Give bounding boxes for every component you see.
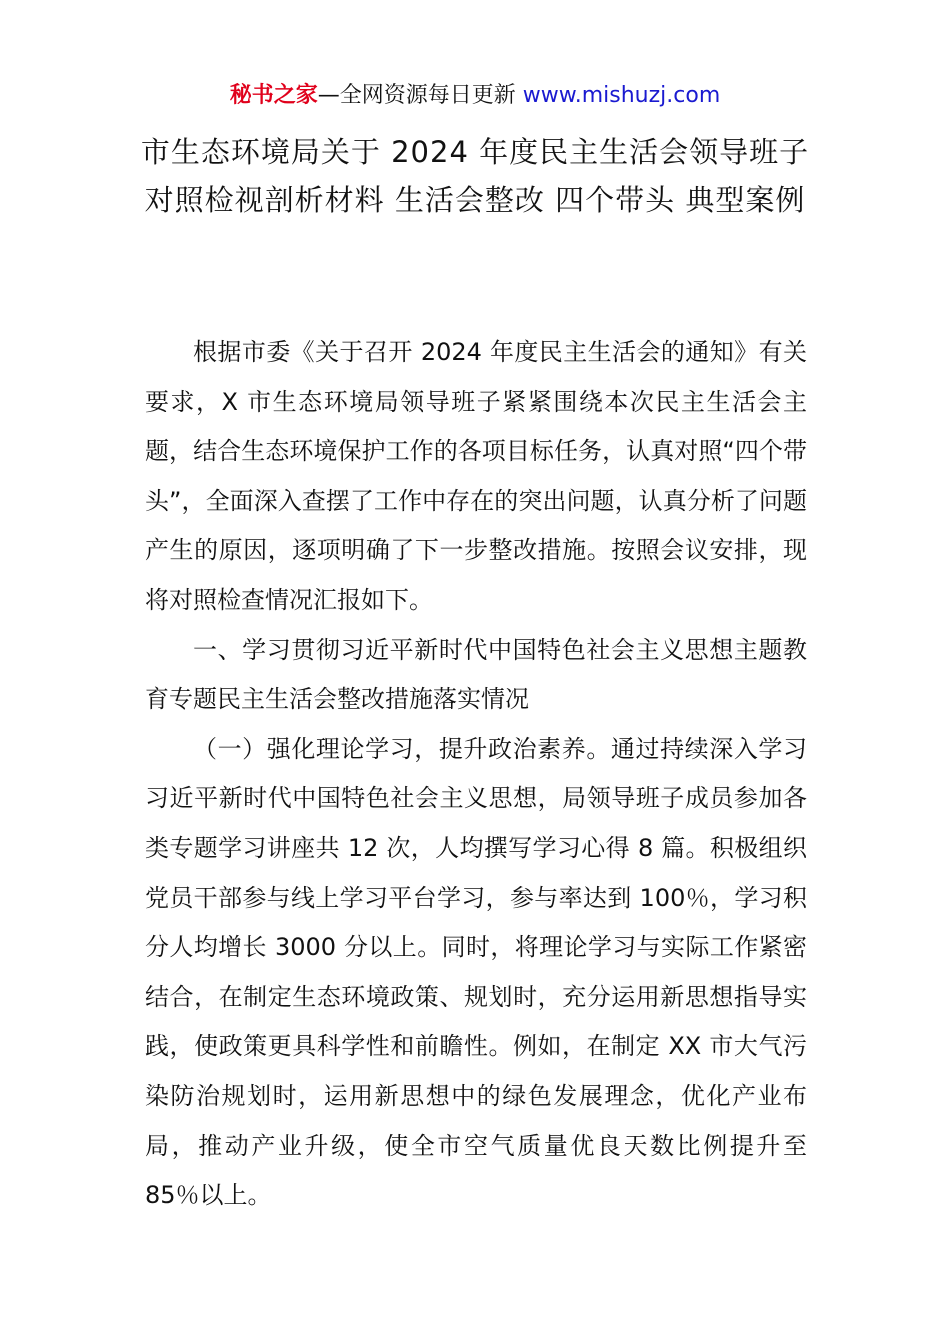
- paragraph-intro: 根据市委《关于召开 2024 年度民主生活会的通知》有关要求，X 市生态环境局领导班子紧紧围绕本次民主生活会主题，结合生态环境保护工作的各项目标任务，认真对照“四个带头”，全面深入查摆了工作中存在的突出问题，认真分析了问题产生的原因，逐项明确了下一步整改措施。按照会议安排，现将对照检查情况汇报如下。: [145, 338, 807, 614]
- section-heading-1: 一、学习贯彻习近平新时代中国特色社会主义思想主题教育专题民主生活会整改措施落实情况: [145, 635, 807, 714]
- document-body: [145, 328, 807, 1221]
- header-tagline: —全网资源每日更新: [317, 83, 516, 108]
- document-title: 市生态环境局关于 2024 年度民主生活会领导班子对照检视剖析材料 生活会整改 四个带头 典型案例: [140, 135, 810, 217]
- brand-name: 秘书之家: [229, 83, 318, 108]
- paragraph-subsection-1: （一）强化理论学习，提升政治素养。通过持续深入学习习近平新时代中国特色社会主义思想，局领导班子成员参加各类专题学习讲座共 12 次，人均撰写学习心得 8 篇。积极组织党员干部参与线上学习平台学习，参与率达到 100％，学习积分人均增长 3000 分以上。同时，将理论学习与实际工作紧密结合，在制定生态环境政策、规划时，充分运用新思想指导实践，使政策更具科学性和前瞻性。例如，在制定 XX 市大气污染防治规划时，运用新思想中的绿色发展理念，优化产业布局，推动产业升级，使全市空气质量优良天数比例提升至 85％以上。: [145, 734, 807, 1210]
- site-url-link[interactable]: www.mishuzj.com: [522, 83, 721, 108]
- site-header: [0, 80, 950, 112]
